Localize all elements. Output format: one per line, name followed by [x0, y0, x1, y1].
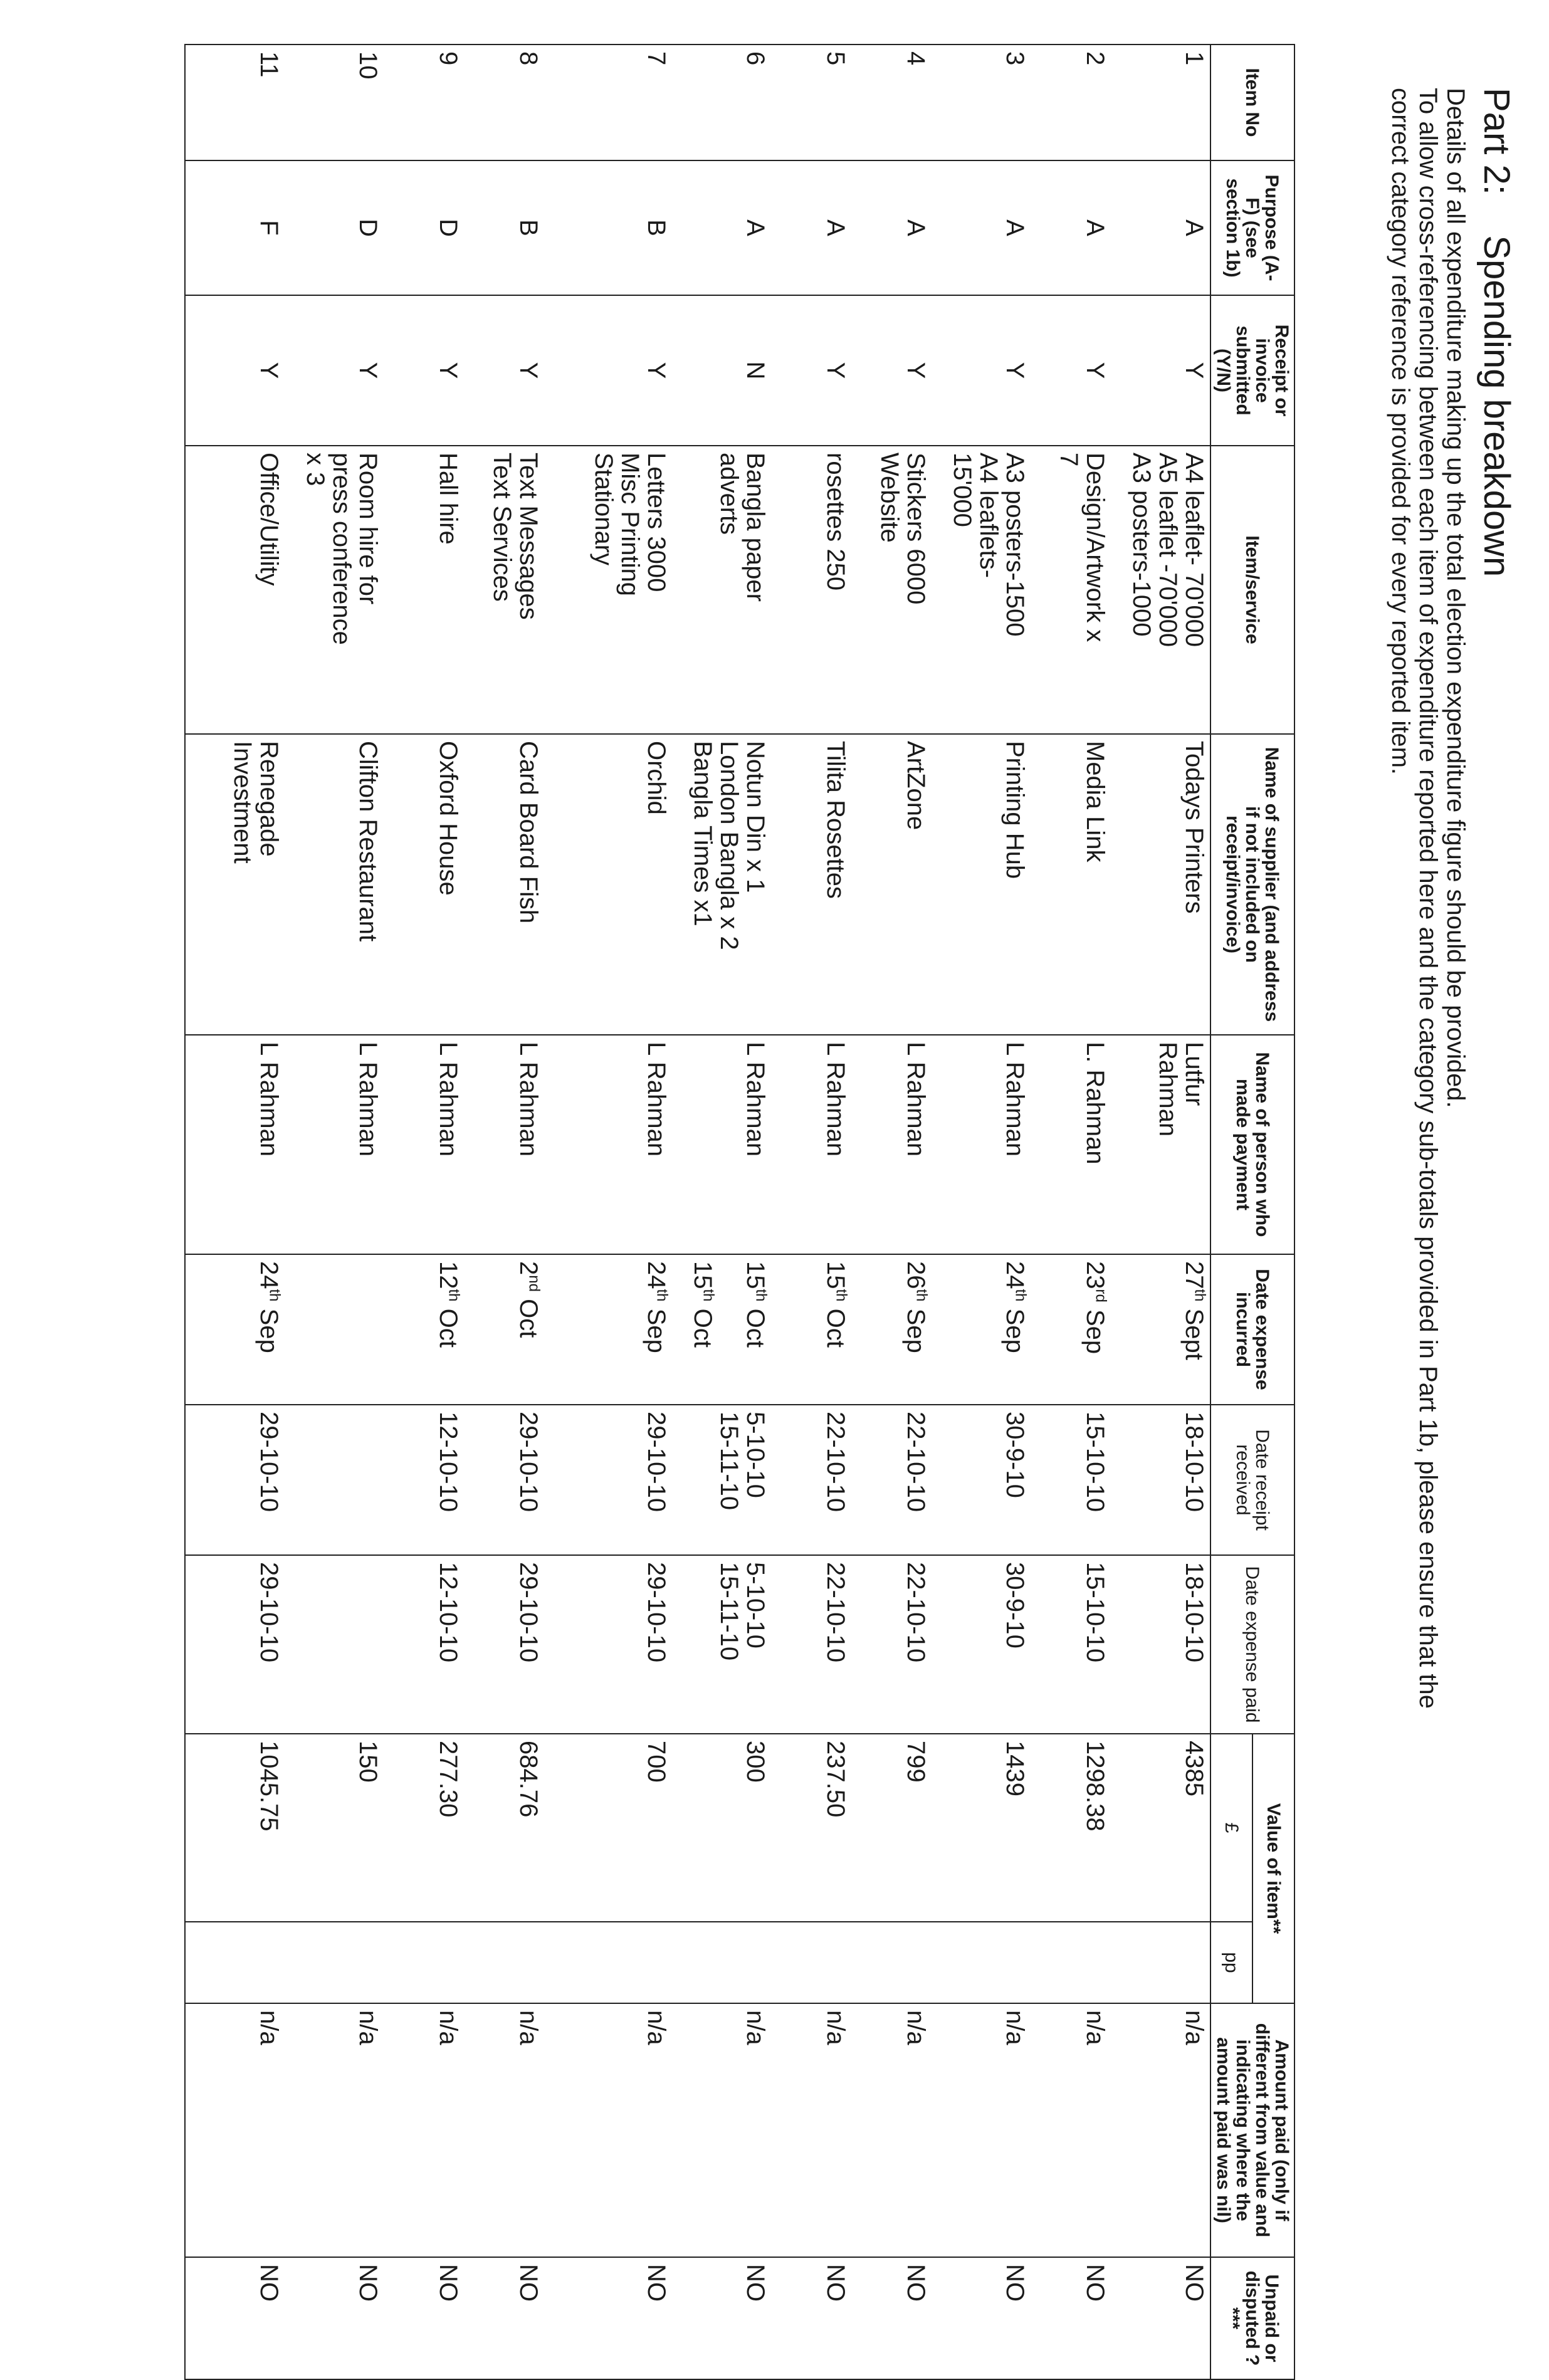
cell-payer: L Rahman	[384, 1035, 464, 1254]
cell-purpose: F	[185, 160, 285, 295]
cell-date-received	[285, 1405, 384, 1555]
instructions	[1387, 88, 1469, 2094]
header-date-received: Date receipt received	[1210, 1405, 1294, 1555]
date-month: Sep	[902, 1301, 930, 1353]
cell-date-paid: 5-10-10 15-11-10	[672, 1555, 771, 1734]
instruction-line-1: Details of all expenditure making up the total election expenditure figure should be provided.	[1442, 88, 1469, 1108]
cell-date-incurred	[672, 1254, 771, 1405]
cell-item-no: 7	[544, 45, 672, 160]
cell-date-incurred	[932, 1254, 1031, 1405]
cell-item-no: 4	[851, 45, 932, 160]
table-row	[932, 45, 1031, 2379]
date-day: 26	[902, 1261, 930, 1289]
cell-supplier: Tilita Rosettes	[771, 734, 851, 1035]
table-row	[285, 45, 384, 2379]
cell-amount-paid: n/a	[1111, 2003, 1210, 2257]
cell-supplier: Notun Din x 1 London Bangla x 2 Bangla Times x1	[672, 734, 771, 1035]
cell-unpaid: NO	[771, 2257, 851, 2379]
header-item-no: Item No	[1210, 45, 1294, 160]
cell-unpaid: NO	[464, 2257, 544, 2379]
date-month: Sep	[255, 1301, 283, 1353]
date-day: 24	[643, 1261, 670, 1289]
cell-value-pence	[771, 1922, 851, 2003]
cell-supplier: Renegade Investment	[185, 734, 285, 1035]
cell-date-paid: 15-10-10	[1031, 1555, 1111, 1734]
cell-receipt: Y	[771, 295, 851, 446]
cell-receipt: Y	[384, 295, 464, 446]
cell-amount-paid: n/a	[544, 2003, 672, 2257]
header-value-pence: pp	[1210, 1922, 1252, 2003]
cell-value-pence	[285, 1922, 384, 2003]
cell-unpaid: NO	[185, 2257, 285, 2379]
date-suffix: th	[752, 1289, 770, 1302]
cell-value-pence	[1111, 1922, 1210, 2003]
cell-receipt: Y	[464, 295, 544, 446]
cell-item-service: Room hire for press conference x 3	[285, 446, 384, 734]
table-row	[384, 45, 464, 2379]
form-header	[1387, 88, 1518, 2094]
table-row	[1111, 45, 1210, 2379]
date-month: Oct	[742, 1301, 769, 1348]
date-line	[690, 1261, 716, 1398]
cell-item-service: Office/Utility	[185, 446, 285, 734]
cell-supplier: Oxford House	[384, 734, 464, 1035]
cell-receipt: Y	[932, 295, 1031, 446]
cell-amount-paid: n/a	[185, 2003, 285, 2257]
cell-amount-paid: n/a	[1031, 2003, 1111, 2257]
cell-purpose: D	[384, 160, 464, 295]
header-value-pounds: £	[1210, 1734, 1252, 1922]
cell-date-received: 29-10-10	[544, 1405, 672, 1555]
cell-value-pounds: 150	[285, 1734, 384, 1922]
date-day: 24	[255, 1261, 283, 1289]
cell-supplier: Media Link	[1031, 734, 1111, 1035]
cell-value-pounds: 4385	[1111, 1734, 1210, 1922]
cell-payer: Lutfur Rahman	[1111, 1035, 1210, 1254]
instruction-line-3: correct category reference is provided for every reported item.	[1387, 88, 1414, 775]
cell-date-paid: 18-10-10	[1111, 1555, 1210, 1734]
cell-purpose: A	[672, 160, 771, 295]
cell-item-service: rosettes 250	[771, 446, 851, 734]
date-suffix: th	[445, 1289, 463, 1302]
cell-value-pounds: 277.30	[384, 1734, 464, 1922]
cell-value-pence	[384, 1922, 464, 2003]
cell-date-incurred	[464, 1254, 544, 1405]
header-date-paid: Date expense paid	[1210, 1555, 1294, 1734]
cell-date-incurred	[285, 1254, 384, 1405]
cell-receipt: Y	[544, 295, 672, 446]
cell-amount-paid: n/a	[771, 2003, 851, 2257]
cell-item-no: 6	[672, 45, 771, 160]
cell-amount-paid: n/a	[672, 2003, 771, 2257]
cell-unpaid: NO	[384, 2257, 464, 2379]
cell-item-service: Text Messages Text Services	[464, 446, 544, 734]
cell-date-paid	[285, 1555, 384, 1734]
date-month: Sep	[1081, 1302, 1109, 1355]
cell-date-paid: 22-10-10	[771, 1555, 851, 1734]
cell-value-pounds: 684.76	[464, 1734, 544, 1922]
cell-value-pence	[932, 1922, 1031, 2003]
cell-item-no: 3	[932, 45, 1031, 160]
cell-date-incurred	[1031, 1254, 1111, 1405]
cell-date-paid: 29-10-10	[544, 1555, 672, 1734]
cell-item-no: 8	[464, 45, 544, 160]
table-row	[544, 45, 672, 2379]
cell-value-pence	[1031, 1922, 1111, 2003]
cell-date-paid: 22-10-10	[851, 1555, 932, 1734]
cell-date-received: 29-10-10	[464, 1405, 544, 1555]
cell-receipt: Y	[1031, 295, 1111, 446]
cell-item-no: 11	[185, 45, 285, 160]
cell-item-service: Design/Artwork x 7	[1031, 446, 1111, 734]
spending-breakdown-table	[184, 44, 1295, 2380]
cell-supplier: ArtZone	[851, 734, 932, 1035]
cell-date-incurred	[851, 1254, 932, 1405]
cell-supplier: Orchid	[544, 734, 672, 1035]
cell-value-pence	[544, 1922, 672, 2003]
cell-payer: L Rahman	[464, 1035, 544, 1254]
cell-item-service: A4 leaflet- 70'000 A5 leaflet -70'000 A3 posters-1000	[1111, 446, 1210, 734]
date-day: 27	[1180, 1261, 1208, 1289]
cell-item-no: 2	[1031, 45, 1111, 160]
cell-value-pence	[851, 1922, 932, 2003]
cell-item-no: 10	[285, 45, 384, 160]
cell-value-pounds: 1439	[932, 1734, 1031, 1922]
cell-value-pounds: 1045.75	[185, 1734, 285, 1922]
cell-unpaid: NO	[1111, 2257, 1210, 2379]
header-item-service: Item/service	[1210, 446, 1294, 734]
cell-amount-paid: n/a	[285, 2003, 384, 2257]
date-suffix: nd	[525, 1275, 543, 1292]
cell-amount-paid: n/a	[851, 2003, 932, 2257]
cell-amount-paid: n/a	[464, 2003, 544, 2257]
date-day: 23	[1081, 1261, 1109, 1289]
cell-date-received: 5-10-10 15-11-10	[672, 1405, 771, 1555]
date-month: Sept	[1180, 1301, 1208, 1360]
cell-payer: L Rahman	[932, 1035, 1031, 1254]
date-day: 15	[822, 1261, 849, 1289]
cell-purpose: D	[285, 160, 384, 295]
cell-date-received: 30-9-10	[932, 1405, 1031, 1555]
cell-value-pounds: 300	[672, 1734, 771, 1922]
date-suffix: th	[832, 1289, 850, 1302]
date-day: 2	[515, 1261, 542, 1276]
date-suffix: th	[913, 1289, 930, 1302]
cell-unpaid: NO	[672, 2257, 771, 2379]
cell-date-received: 15-10-10	[1031, 1405, 1111, 1555]
cell-payer: L Rahman	[771, 1035, 851, 1254]
cell-value-pence	[672, 1922, 771, 2003]
cell-purpose: B	[464, 160, 544, 295]
cell-date-paid: 12-10-10	[384, 1555, 464, 1734]
cell-receipt: Y	[851, 295, 932, 446]
header-receipt: Receipt or invoice submitted (Y/N)	[1210, 295, 1294, 446]
cell-payer: L. Rahman	[1031, 1035, 1111, 1254]
table-row	[464, 45, 544, 2379]
cell-receipt: Y	[1111, 295, 1210, 446]
date-day: 15	[742, 1261, 769, 1289]
cell-value-pounds: 237.50	[771, 1734, 851, 1922]
cell-date-received: 12-10-10	[384, 1405, 464, 1555]
cell-receipt: Y	[185, 295, 285, 446]
cell-date-incurred	[771, 1254, 851, 1405]
header-date-incurred: Date expense incurred	[1210, 1254, 1294, 1405]
date-month: Oct	[434, 1301, 462, 1348]
date-month: Sep	[643, 1301, 670, 1353]
cell-unpaid: NO	[932, 2257, 1031, 2379]
cell-payer: L Rahman	[672, 1035, 771, 1254]
cell-item-no: 5	[771, 45, 851, 160]
cell-date-paid: 29-10-10	[185, 1555, 285, 1734]
date-day: 15	[689, 1261, 717, 1289]
table-row	[1031, 45, 1111, 2379]
cell-receipt: N	[672, 295, 771, 446]
cell-item-service: A3 posters-1500 A4 leaflets- 15'000	[932, 446, 1031, 734]
date-suffix: th	[1012, 1289, 1029, 1302]
cell-item-service: Letters 3000 Misc Printing Stationary	[544, 446, 672, 734]
cell-date-incurred	[185, 1254, 285, 1405]
cell-payer: L Rahman	[285, 1035, 384, 1254]
cell-unpaid: NO	[285, 2257, 384, 2379]
date-suffix: th	[653, 1289, 671, 1302]
date-day: 24	[1001, 1261, 1029, 1289]
header-unpaid: Unpaid or disputed ?***	[1210, 2257, 1294, 2379]
cell-payer: L Rahman	[185, 1035, 285, 1254]
cell-amount-paid: n/a	[932, 2003, 1031, 2257]
cell-value-pounds: 1298.38	[1031, 1734, 1111, 1922]
cell-receipt: Y	[285, 295, 384, 446]
cell-date-paid: 29-10-10	[464, 1555, 544, 1734]
table-row	[672, 45, 771, 2379]
date-month: Oct	[822, 1301, 849, 1348]
part-label: Part 2:	[1476, 88, 1517, 195]
cell-supplier: Card Board Fish	[464, 734, 544, 1035]
cell-value-pence	[185, 1922, 285, 2003]
cell-supplier: Printing Hub	[932, 734, 1031, 1035]
date-suffix: th	[266, 1289, 283, 1302]
cell-date-paid: 30-9-10	[932, 1555, 1031, 1734]
date-suffix: th	[700, 1289, 717, 1302]
cell-value-pence	[464, 1922, 544, 2003]
date-month: Oct	[689, 1301, 717, 1348]
cell-payer: L Rahman	[544, 1035, 672, 1254]
cell-unpaid: NO	[851, 2257, 932, 2379]
date-suffix: th	[1191, 1289, 1209, 1302]
cell-item-service: Stickers 6000 Website	[851, 446, 932, 734]
cell-supplier: Todays Printers	[1111, 734, 1210, 1035]
table-row	[185, 45, 285, 2379]
section-title: Spending breakdown	[1476, 235, 1517, 577]
cell-purpose: B	[544, 160, 672, 295]
cell-purpose: A	[1031, 160, 1111, 295]
cell-purpose: A	[932, 160, 1031, 295]
cell-item-no: 1	[1111, 45, 1210, 160]
table-row	[851, 45, 932, 2379]
cell-date-received: 18-10-10	[1111, 1405, 1210, 1555]
cell-date-incurred	[544, 1254, 672, 1405]
cell-item-service: Hall hire	[384, 446, 464, 734]
cell-item-service: Bangla paper adverts	[672, 446, 771, 734]
date-line	[742, 1261, 769, 1398]
cell-unpaid: NO	[544, 2257, 672, 2379]
header-supplier: Name of supplier (and address if not included on receipt/invoice)	[1210, 734, 1294, 1035]
cell-date-received: 29-10-10	[185, 1405, 285, 1555]
cell-amount-paid: n/a	[384, 2003, 464, 2257]
cell-payer: L Rahman	[851, 1035, 932, 1254]
cell-unpaid: NO	[1031, 2257, 1111, 2379]
header-purpose: Purpose (A-F) (see section 1b)	[1210, 160, 1294, 295]
table-row	[771, 45, 851, 2379]
cell-date-received: 22-10-10	[851, 1405, 932, 1555]
cell-purpose: A	[771, 160, 851, 295]
header-value-of-item: Value of item**	[1252, 1734, 1294, 2003]
cell-item-no: 9	[384, 45, 464, 160]
cell-date-incurred	[384, 1254, 464, 1405]
cell-purpose: A	[1111, 160, 1210, 295]
cell-purpose: A	[851, 160, 932, 295]
cell-value-pounds: 799	[851, 1734, 932, 1922]
date-suffix: rd	[1092, 1289, 1110, 1303]
cell-supplier: Clifton Restaurant	[285, 734, 384, 1035]
date-day: 12	[434, 1261, 462, 1289]
header-amount-paid: Amount paid (only if different from value and indicating where the amount paid was nil)	[1210, 2003, 1294, 2257]
date-month: Oct	[515, 1291, 542, 1338]
header-payer: Name of person who made payment	[1210, 1035, 1294, 1254]
cell-value-pounds: 700	[544, 1734, 672, 1922]
instruction-line-2: To allow cross-referencing between each item of expenditure reported here and the category sub-totals provided in Part 1b, please ensure that the	[1414, 88, 1442, 1709]
cell-date-received: 22-10-10	[771, 1405, 851, 1555]
cell-date-incurred	[1111, 1254, 1210, 1405]
date-month: Sep	[1001, 1301, 1029, 1353]
